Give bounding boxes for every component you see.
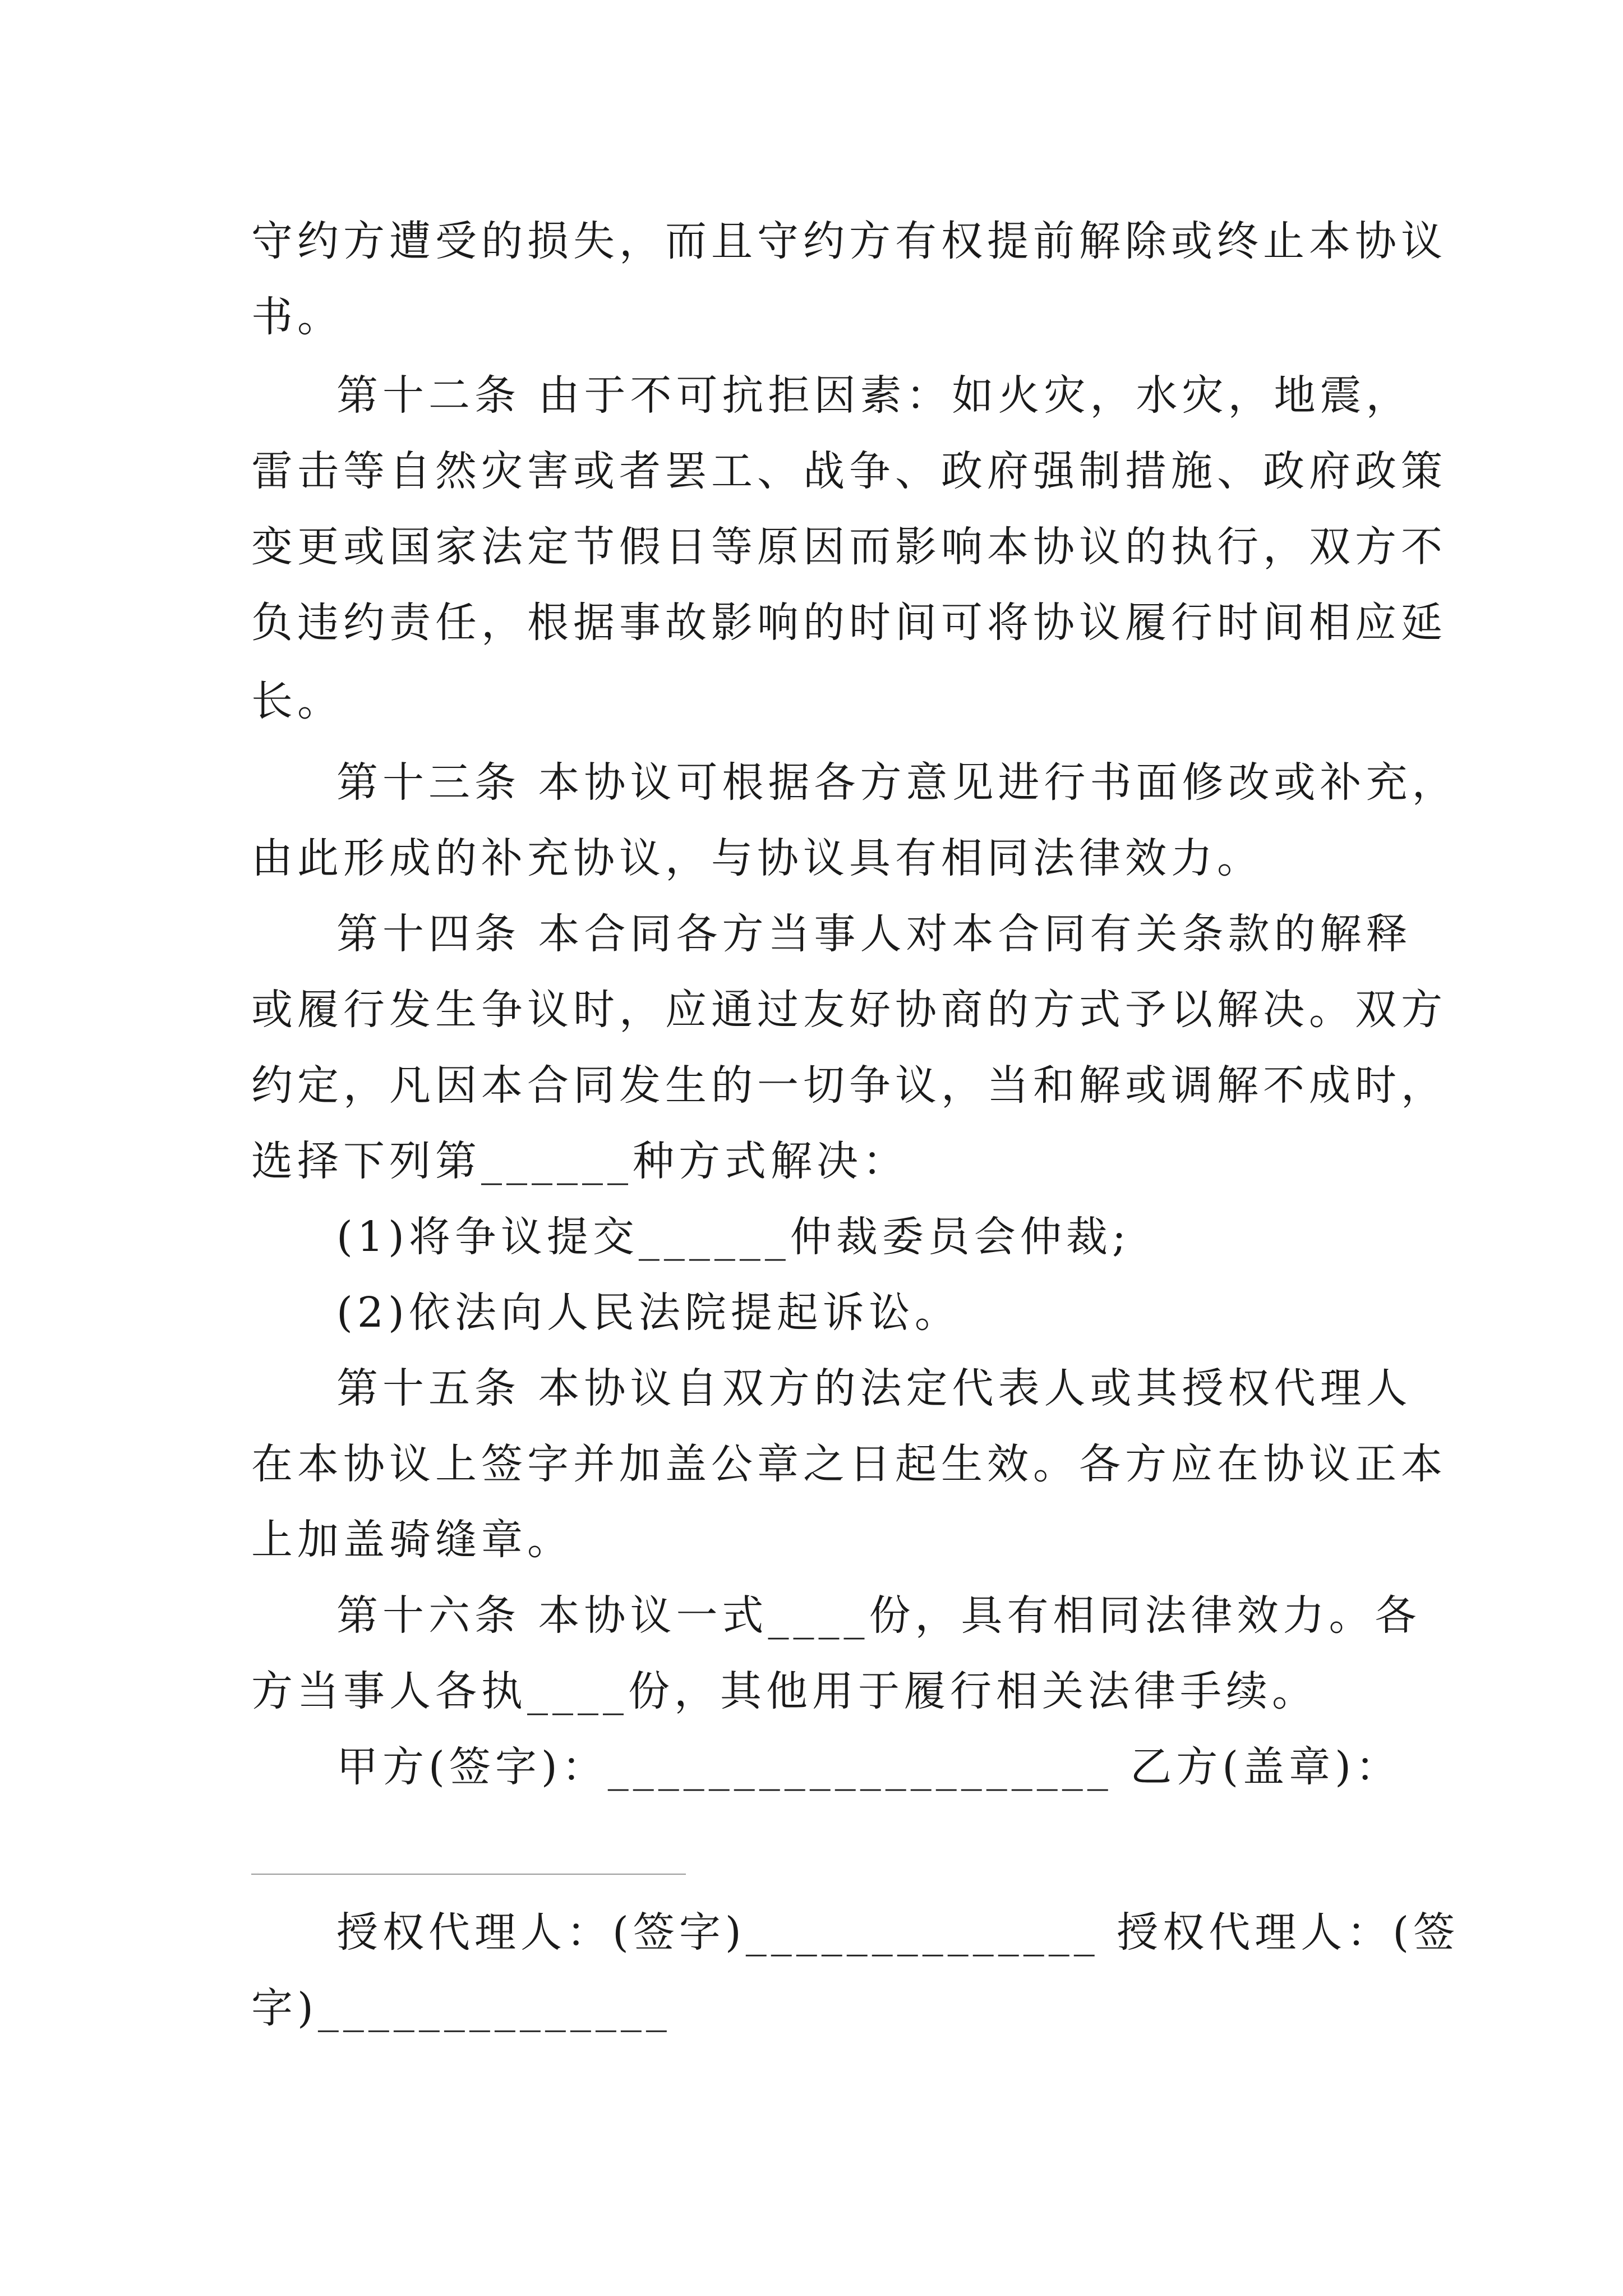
text-line: 选择下列第______种方式解决： bbox=[251, 1137, 909, 1185]
text-line: 或履行发生争议时，应通过友好协商的方式予以解决。双方 bbox=[251, 986, 1447, 1034]
text-line: 约定，凡因本合同发生的一切争议，当和解或调解不成时， bbox=[251, 1061, 1447, 1110]
article-15-heading-line: 第十五条 本协议自双方的法定代表人或其授权代理人 bbox=[336, 1364, 1412, 1412]
text-line: 守约方遭受的损失，而且守约方有权提前解除或终止本协议 bbox=[251, 217, 1447, 265]
text-line: 变更或国家法定节假日等原因而影响本协议的执行，双方不 bbox=[251, 523, 1447, 571]
signature-line-parties: 甲方(签字)：____________________ 乙方(盖章)： bbox=[336, 1743, 1402, 1791]
option-2-line: (2)依法向人民法院提起诉讼。 bbox=[336, 1289, 961, 1337]
text-line: 负违约责任，根据事故影响的时间可将协议履行时间相应延 bbox=[251, 599, 1447, 647]
signature-line-agents: 授权代理人：(签字)______________ 授权代理人：(签 bbox=[336, 1908, 1460, 1957]
separator-rule bbox=[251, 1874, 686, 1875]
article-14-heading-line: 第十四条 本合同各方当事人对本合同有关条款的解释 bbox=[336, 910, 1412, 958]
article-16-heading-line: 第十六条 本协议一式____份，具有相同法律效力。各 bbox=[336, 1591, 1421, 1640]
signature-line-agent-continued: 字)______________ bbox=[251, 1984, 671, 2032]
text-line: 在本协议上签字并加盖公章之日起生效。各方应在协议正本 bbox=[251, 1440, 1447, 1488]
text-line: 上加盖骑缝章。 bbox=[251, 1516, 573, 1564]
article-12-heading-line: 第十二条 由于不可抗拒因素：如火灾，水灾，地震， bbox=[336, 371, 1412, 420]
option-1-line: (1)将争议提交______仲裁委员会仲裁; bbox=[336, 1213, 1131, 1261]
text-line: 雷击等自然灾害或者罢工、战争、政府强制措施、政府政策 bbox=[251, 447, 1447, 495]
text-line: 方当事人各执____份，其他用于履行相关法律手续。 bbox=[251, 1667, 1318, 1715]
article-13-heading-line: 第十三条 本协议可根据各方意见进行书面修改或补充， bbox=[336, 758, 1458, 807]
text-line: 长。 bbox=[251, 677, 343, 725]
text-line: 由此形成的补充协议，与协议具有相同法律效力。 bbox=[251, 834, 1263, 882]
text-line: 书。 bbox=[251, 293, 343, 341]
